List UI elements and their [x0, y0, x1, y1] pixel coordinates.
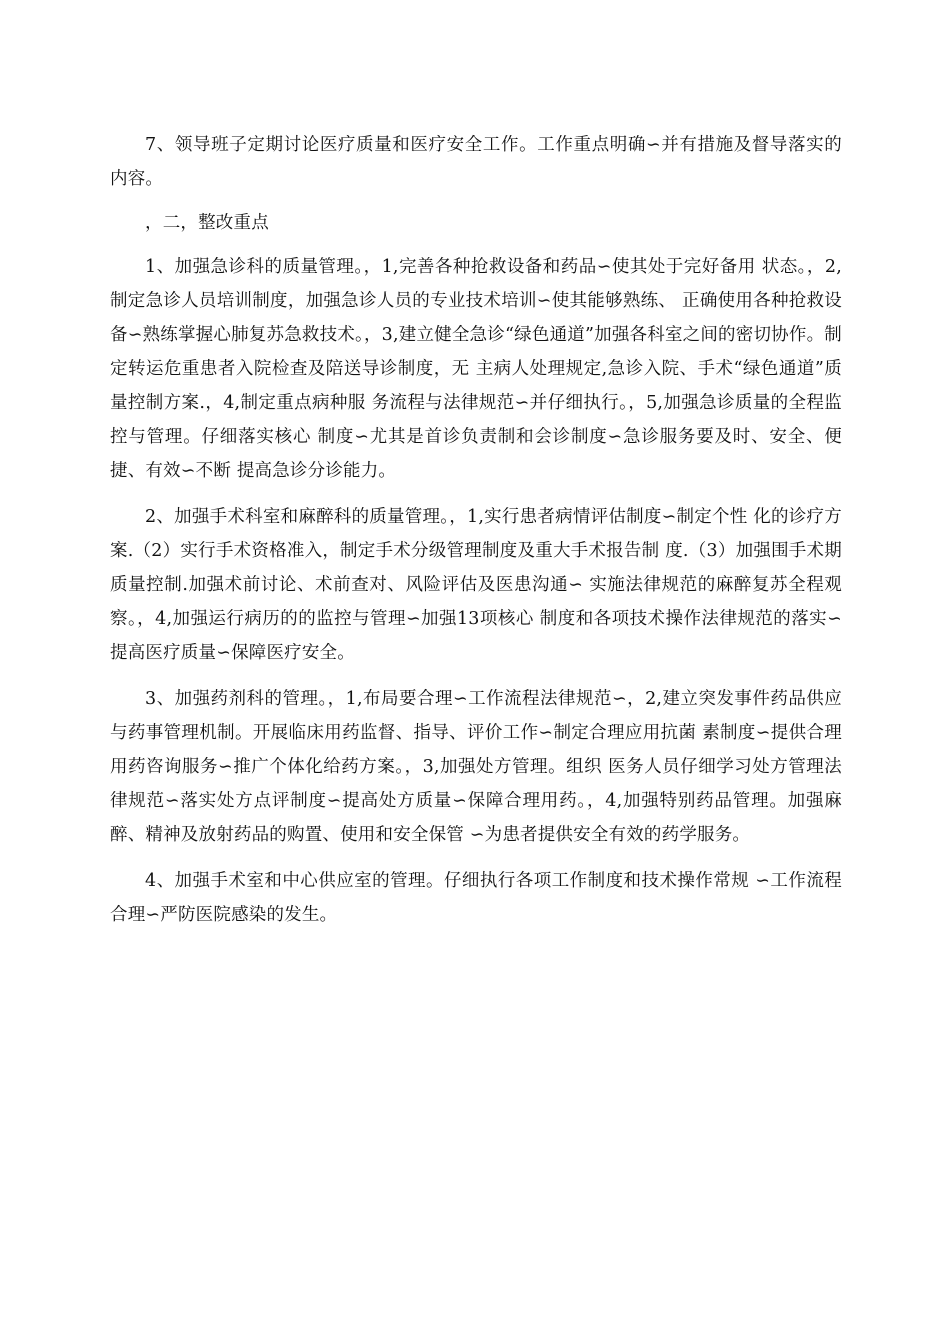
paragraph-item-7: 7、领导班子定期讨论医疗质量和医疗安全工作。工作重点明确∽并有措施及督导落实的内容。: [110, 135, 842, 189]
section-heading-rectification: ，二，整改重点: [145, 213, 269, 233]
paragraph-pharmacy: 3、加强药剂科的管理。，1,布局要合理∽工作流程法律规范∽，2,建立突发事件药品供应与药事管理机制。开展临床用药监督、指导、评价工作∽制定合理应用抗菌 素制度∽提供合理用药咨询服务∽推广个体化给药方案。，3,加强处方管理。组织 医务人员仔细学习处方管理法律规范∽落实处方点评制度∽提高处方质量∽保障合理用药。，4,加强特别药品管理。加强麻醉、精神及放射药品的购置、使用和安全保管 ∽为患者提供安全有效的药学服务。: [110, 689, 842, 845]
paragraph-surgery-anesthesia: 2、加强手术科室和麻醉科的质量管理。，1,实行患者病情评估制度∽制定个性 化的诊疗方案.（2）实行手术资格准入，制定手术分级管理制度及重大手术报告制 度.（3）加强围手术期质量控制.加强术前讨论、术前查对、风险评估及医患沟通∽ 实施法律规范的麻醉复苏全程观察。，4,加强运行病历的的监控与管理∽加强13项核心 制度和各项技术操作法律规范的落实∽提高医疗质量∽保障医疗安全。: [110, 507, 842, 663]
paragraph-operating-room: 4、加强手术室和中心供应室的管理。仔细执行各项工作制度和技术操作常规 ∽工作流程合理∽严防医院感染的发生。: [110, 871, 842, 925]
paragraph-emergency: 1、加强急诊科的质量管理。，1,完善各种抢救设备和药品∽使其处于完好备用 状态。，2,制定急诊人员培训制度，加强急诊人员的专业技术培训∽使其能够熟练、 正确使用各种抢救设备∽熟练掌握心肺复苏急救技术。，3,建立健全急诊“绿色通道”加强各科室之间的密切协作。制定转运危重患者入院检查及陪送导诊制度，无 主病人处理规定,急诊入院、手术“绿色通道”质量控制方案.，4,制定重点病种服 务流程与法律规范∽并仔细执行。，5,加强急诊质量的全程监控与管理。仔细落实核心 制度∽尤其是首诊负责制和会诊制度∽急诊服务要及时、安全、便捷、有效∽不断 提高急诊分诊能力。: [110, 257, 842, 481]
document-body: [110, 128, 842, 944]
